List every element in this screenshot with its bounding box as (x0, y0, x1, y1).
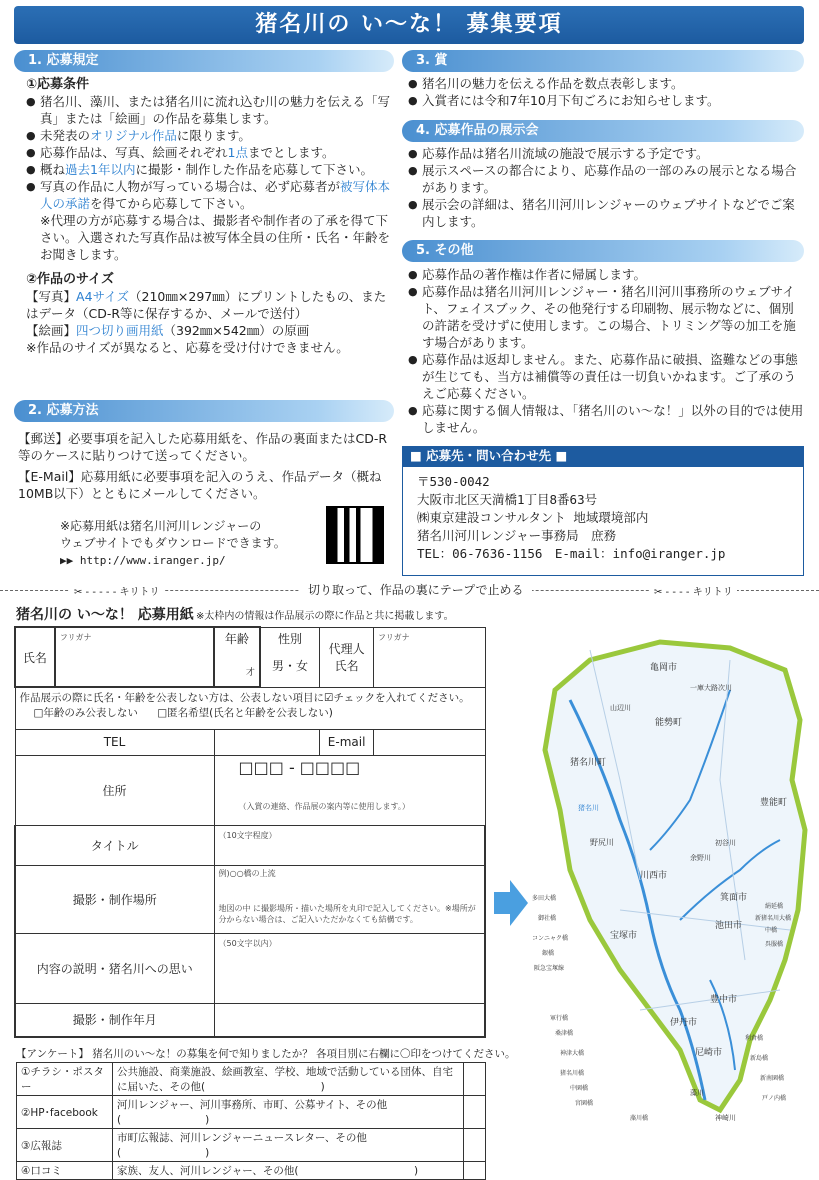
map-label: 池田市 (715, 921, 743, 931)
contact-tel-email: TEL：06-7636-1156 E-mail：info@iranger.jp (417, 546, 726, 561)
contact-office: 猪名川河川レンジャー事務局 庶務 (417, 528, 617, 543)
bridge-label: 軍行橋 (550, 1015, 569, 1022)
bridge-label: 新南園橋 (760, 1075, 785, 1082)
section-2-header: 2. 応募方法 (14, 400, 394, 422)
size-note: ※作品のサイズが異なると、応募を受け付けできません。 (26, 340, 349, 355)
bridge-label: 新島橋 (750, 1055, 769, 1062)
form-title: 猪名川の い〜な！ 応募用紙 (16, 607, 194, 623)
survey-row-label: ④口コミ (17, 1162, 113, 1180)
bridge-label: 多田大橋 (532, 895, 557, 902)
description-input[interactable]: （50文字以内） (214, 933, 485, 1003)
section-4-body (408, 145, 804, 230)
map-label: 能勢町 (655, 718, 683, 728)
download-note (60, 518, 330, 569)
condition-4: ● 概ね過去1年以内に撮影・制作した作品を応募して下さい。 (26, 161, 396, 178)
exhibit-2: ● 展示スペースの都合により、応募作品の一部のみの展示となる場合があります。 (408, 162, 804, 196)
map-label: 神崎川 (715, 1114, 736, 1122)
hide-age-checkbox[interactable]: □年齢のみ公表しない (33, 707, 138, 719)
award-2: ● 入賞者には令和7年10月下旬ごろにお知らせします。 (408, 92, 804, 109)
tel-input[interactable] (214, 729, 320, 755)
bridge-label: 利倉橋 (745, 1035, 764, 1042)
map-label: 伊丹市 (670, 1018, 698, 1028)
contact-box (402, 466, 804, 576)
gender-input[interactable]: 性別 男・女 (260, 627, 320, 687)
map-label: 豊能町 (760, 798, 788, 808)
cut-label-right: ✂ - - - - キリトリ (650, 583, 737, 598)
other-1: ● 応募作品の著作権は作者に帰属します。 (408, 266, 804, 283)
download-line-1: ※応募用紙は猪名川河川レンジャーの (60, 519, 262, 533)
contact-header: ■ 応募先・問い合わせ先 ■ (402, 446, 804, 466)
survey-table (16, 1062, 486, 1180)
map-label: 箕面市 (720, 893, 748, 903)
section-2-body (18, 430, 398, 502)
publish-options: 作品展示の際に氏名・年齢を公表しない方は、公表しない項目に☑チェックを入れてください。 □年齢のみ公表しない □匿名希望(氏名と年齢を公表しない) (15, 687, 485, 729)
conditions-title: ①応募条件 (26, 77, 90, 92)
condition-2: ● 未発表のオリジナル作品に限ります。 (26, 127, 396, 144)
map-label: 野尻川 (590, 838, 614, 847)
exhibit-1: ● 応募作品は猪名川流域の施設で展示する予定です。 (408, 145, 804, 162)
map-label: 猪名川町 (570, 758, 607, 768)
date-input[interactable] (214, 1003, 485, 1037)
contact-address: 大阪市北区天満橋1丁目8番63号 (417, 492, 598, 507)
title-label: タイトル (15, 825, 214, 865)
name-label: 氏名 (15, 627, 55, 687)
address-label: 住所 (15, 755, 214, 825)
bridge-label: コンニャク橋 (532, 935, 569, 942)
cut-label-left: ✂ - - - - - キリトリ (70, 583, 164, 598)
proxy-note: ※代理の方が応募する場合は、撮影者や制作者の了承を得て下さい。入選された写真作品は被写体全員の住所・氏名・年齢をお聞きします。 (40, 213, 391, 262)
map-label: 山辺川 (610, 704, 631, 712)
other-2: ● 応募作品は猪名川河川レンジャー・猪名川河川事務所のウェブサイト、フェイスブック、その他発行する印刷物、展示物などに、個別の許諾を受けずに使用します。この場合、トリミング等の加工を施す場合があります。 (408, 283, 804, 351)
section-3-header: 3. 賞 (402, 50, 804, 72)
survey-row-label: ②HP･facebook (17, 1096, 113, 1129)
award-1: ● 猪名川の魅力を伝える作品を数点表彰します。 (408, 75, 804, 92)
bridge-label: 銀橋 (542, 950, 555, 957)
bridge-label: 新猪名川大橋 (755, 915, 792, 922)
email-label: E-mail (320, 729, 374, 755)
anonymous-checkbox[interactable]: □匿名希望(氏名と年齢を公表しない) (157, 707, 333, 719)
website-link[interactable]: ▶▶ http://www.iranger.jp/ (60, 554, 226, 567)
survey-mark-cell[interactable] (464, 1129, 486, 1162)
section-4-header: 4. 応募作品の展示会 (402, 120, 804, 142)
bridge-label: 桑津橋 (555, 1030, 574, 1037)
bridge-label: 神津大橋 (560, 1050, 585, 1057)
place-label: 撮影・制作場所 (15, 865, 214, 933)
email-input[interactable] (374, 729, 485, 755)
place-input[interactable]: 例)○○橋の上流 地図の中 に撮影場所・描いた場所を丸印で記入してください。※場所が分からない場合は、ご記入いただかなくても結構です。 (214, 865, 485, 933)
map-label: 初谷川 (715, 839, 736, 847)
age-input[interactable]: 年齢 才 (214, 627, 260, 687)
map-label: 余野川 (690, 854, 711, 862)
map-label: 川西市 (640, 871, 668, 881)
application-form (14, 626, 486, 1038)
size-title: ②作品のサイズ (26, 272, 114, 287)
survey-row-options[interactable]: 河川レンジャー、河川事務所、市町、公募サイト、その他( ) (113, 1096, 464, 1129)
description-label: 内容の説明・猪名川への思い (15, 933, 214, 1003)
paint-size: 【絵画】四つ切り画用紙（392㎜×542㎜）の原画 (26, 323, 310, 338)
section-5-header: 5. その他 (402, 240, 804, 262)
survey-row-options[interactable]: 公共施設、商業施設、絵画教室、学校、地域で活動している団体、自宅に届いた、その他( ) (113, 1063, 464, 1096)
river-basin-map[interactable] (530, 630, 815, 1135)
bridge-label: 猪名川橋 (560, 1070, 585, 1077)
bridge-label: 中園橋 (570, 1085, 589, 1092)
email-method: 【E-Mail】応募用紙に必要事項を記入のうえ、作品データ（概ね10MB以下）とともにメールしてください。 (18, 469, 382, 501)
bridge-label: 絹延橋 (765, 903, 784, 910)
section-5-body (408, 266, 804, 436)
section-3-body (408, 75, 804, 109)
date-label: 撮影・制作年月 (15, 1003, 214, 1037)
section-1-header: 1. 応募規定 (14, 50, 394, 72)
bridge-label: 呉服橋 (765, 941, 784, 948)
address-input[interactable]: □□□ - □□□□ （入賞の連絡、作品展の案内等に使用します。） (214, 755, 485, 825)
survey-row-label: ③広報誌 (17, 1129, 113, 1162)
bridge-label: 戸ノ内橋 (762, 1095, 787, 1102)
bridge-label: 宮園橋 (575, 1100, 594, 1107)
mail-method: 【郵送】必要事項を記入した応募用紙を、作品の裏面またはCD-R等のケースに貼りつけて送ってください。 (18, 431, 388, 463)
condition-1: ● 猪名川、藻川、または猪名川に流れ込む川の魅力を伝える「写真」または「絵画」の作品を募集します。 (26, 93, 396, 127)
survey-mark-cell[interactable] (464, 1063, 486, 1096)
survey-row-options[interactable]: 家族、友人、河川レンジャー、その他( ) (113, 1162, 464, 1180)
name-input[interactable]: フリガナ (55, 627, 214, 687)
other-4: ● 応募に関する個人情報は、「猪名川のい〜な！」以外の目的では使用しません。 (408, 402, 804, 436)
bridge-label: 御社橋 (538, 915, 557, 922)
photo-size: 【写真】A4サイズ（210㎜×297㎜）にプリントしたもの、またはデータ（CD-R等に保存するか、メールで送付） (26, 289, 387, 321)
survey-mark-cell[interactable] (464, 1162, 486, 1180)
survey-row-options[interactable]: 市町広報誌、河川レンジャーニュースレター、その他( ) (113, 1129, 464, 1162)
qr-code[interactable] (326, 506, 384, 564)
map-label: 尼崎市 (695, 1048, 723, 1058)
map-label: 亀岡市 (650, 663, 678, 673)
map-label: 一庫大路次川 (690, 684, 732, 692)
bridge-label: 中橋 (765, 927, 778, 934)
survey-mark-cell[interactable] (464, 1096, 486, 1129)
survey-row-label: ①チラシ・ポスター (17, 1063, 113, 1096)
exhibit-3: ● 展示会の詳細は、猪名川河川レンジャーのウェブサイトなどでご案内します。 (408, 196, 804, 230)
title-input[interactable]: （10文字程度） (214, 825, 485, 865)
condition-5: ● 写真の作品に人物が写っている場合は、必ず応募者が被写体本人の承諾を得てから応募して下さい。 (26, 178, 396, 212)
cut-instruction: 切り取って、作品の裏にテープで止める (300, 581, 532, 598)
map-label: 宝塚市 (610, 931, 638, 941)
page-title: 猪名川の い〜な！ 募集要項 (14, 6, 804, 44)
download-line-2: ウェブサイトでもダウンロードできます。 (60, 536, 286, 550)
condition-3: ● 応募作品は、写真、絵画それぞれ1点までとします。 (26, 144, 396, 161)
tel-label: TEL (15, 729, 214, 755)
contact-company: ㈱東京建設コンサルタント 地域環境部内 (417, 510, 649, 525)
other-3: ● 応募作品は返却しません。また、応募作品に破損、盗難などの事態が生じても、当方は補償等の責任は一切負いかねます。ご了承のうえご応募ください。 (408, 351, 804, 402)
bridge-label: 阪急宝塚線 (534, 965, 565, 972)
map-label: 藻川 (690, 1089, 704, 1097)
map-label: 猪名川 (578, 804, 599, 812)
proxy-input[interactable]: フリガナ (374, 627, 485, 687)
form-note: ※太枠内の情報は作品展示の際に作品と共に掲載します。 (196, 611, 454, 622)
proxy-label: 代理人氏名 (320, 627, 374, 687)
section-1-body (26, 76, 396, 356)
arrow-right-icon (494, 880, 528, 926)
bridge-label: 藻川橋 (630, 1115, 649, 1122)
contact-zip: 〒530-0042 (417, 474, 490, 489)
survey-header: 【アンケート】 猪名川のい〜な！の募集を何で知りましたか？ 各項目別に右欄に〇印をつけてください。 (16, 1048, 516, 1060)
map-label: 豊中市 (710, 995, 738, 1005)
